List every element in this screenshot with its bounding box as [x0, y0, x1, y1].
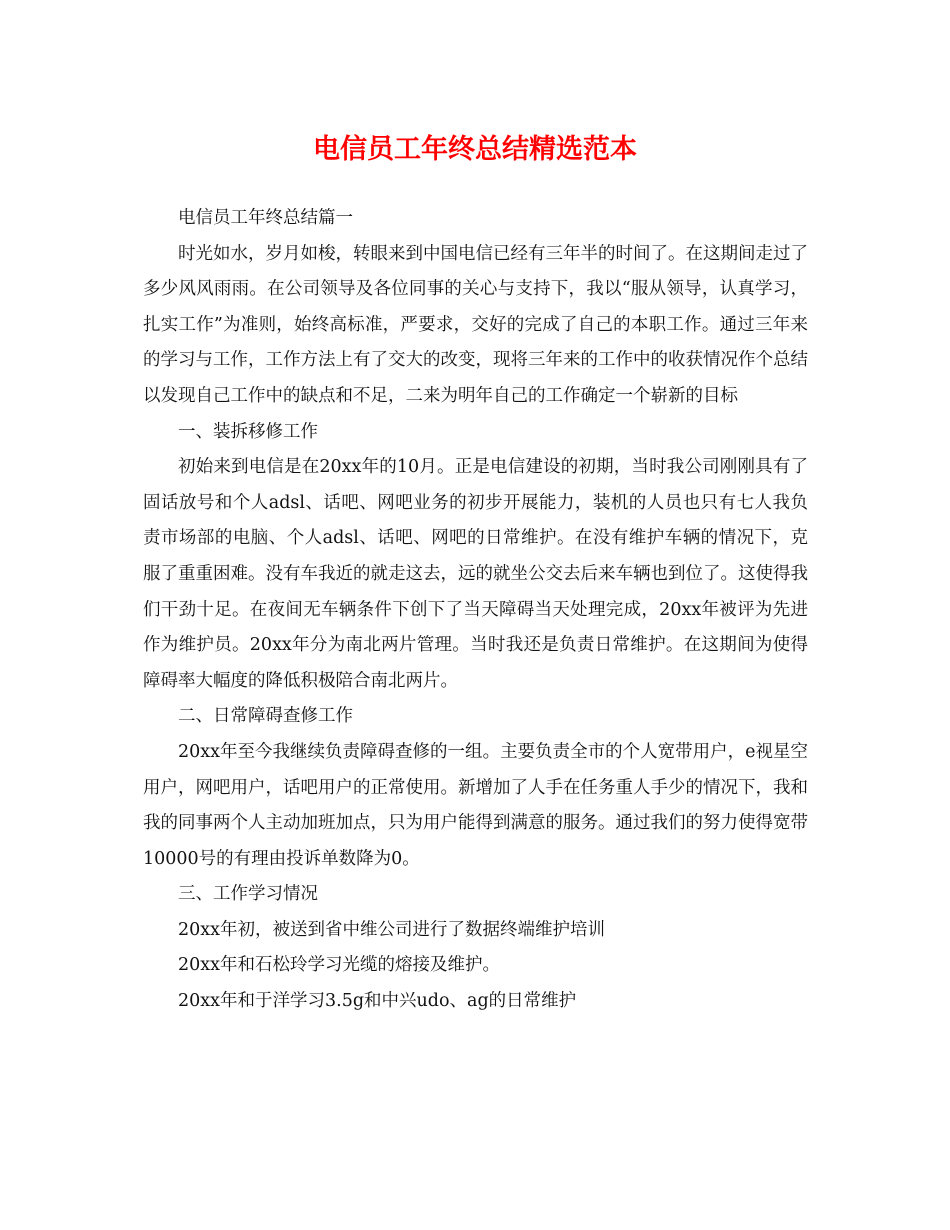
intro-paragraph: 时光如水，岁月如梭，转眼来到中国电信已经有三年半的时间了。在这期间走过了多少风风雨雨。在公司领导及各位同事的关心与支持下，我以“服从领导，认真学习，扎实工作”为准则，始终高标准，严要求，交好的完成了自己的本职工作。通过三年来的学习与工作，工作方法上有了交大的改变，现将三年来的工作中的收获情况作个总结以发现自己工作中的缺点和不足，二来为明年自己的工作确定一个崭新的目标	[143, 243, 808, 406]
section-heading-study: 三、工作学习情况	[178, 884, 318, 905]
section-heading-installation: 一、装拆移修工作	[178, 421, 318, 442]
document-title: 电信员工年终总结精选范本	[313, 134, 637, 165]
fault-repair-paragraph: 20xx年至今我继续负责障碍查修的一组。主要负责全市的个人宽带用户，e视星空用户，网吧用户，话吧用户的正常使用。新增加了人手在任务重人手少的情况下，我和我的同事两个人主动加班加点，只为用户能得到满意的服务。通过我们的努力使得宽带10000号的有理由投诉单数降为0。	[143, 741, 808, 869]
installation-paragraph: 初始来到电信是在20xx年的10月。正是电信建设的初期，当时我公司刚刚具有了固话放号和个人adsl、话吧、网吧业务的初步开展能力，装机的人员也只有七人我负责市场部的电脑、个人adsl、话吧、网吧的日常维护。在没有维护车辆的情况下，克服了重重困难。没有车我近的就走这去，远的就坐公交去后来车辆也到位了。这使得我们干劲十足。在夜间无车辆条件下创下了当天障碍当天处理完成，20xx年被评为先进作为维护员。20xx年分为南北两片管理。当时我还是负责日常维护。在这期间为使得障碍率大幅度的降低积极陪合南北两片。	[143, 457, 808, 691]
study-item-3: 20xx年和于洋学习3.5g和中兴udo、ag的日常维护	[178, 991, 577, 1012]
section-heading-part-one: 电信员工年终总结篇一	[178, 208, 353, 228]
study-item-2: 20xx年和石松玲学习光缆的熔接及维护。	[178, 955, 501, 976]
section-heading-fault-repair: 二、日常障碍查修工作	[178, 706, 353, 727]
study-item-1: 20xx年初，被送到省中维公司进行了数据终端维护培训	[178, 919, 606, 940]
document-body	[143, 201, 808, 1020]
